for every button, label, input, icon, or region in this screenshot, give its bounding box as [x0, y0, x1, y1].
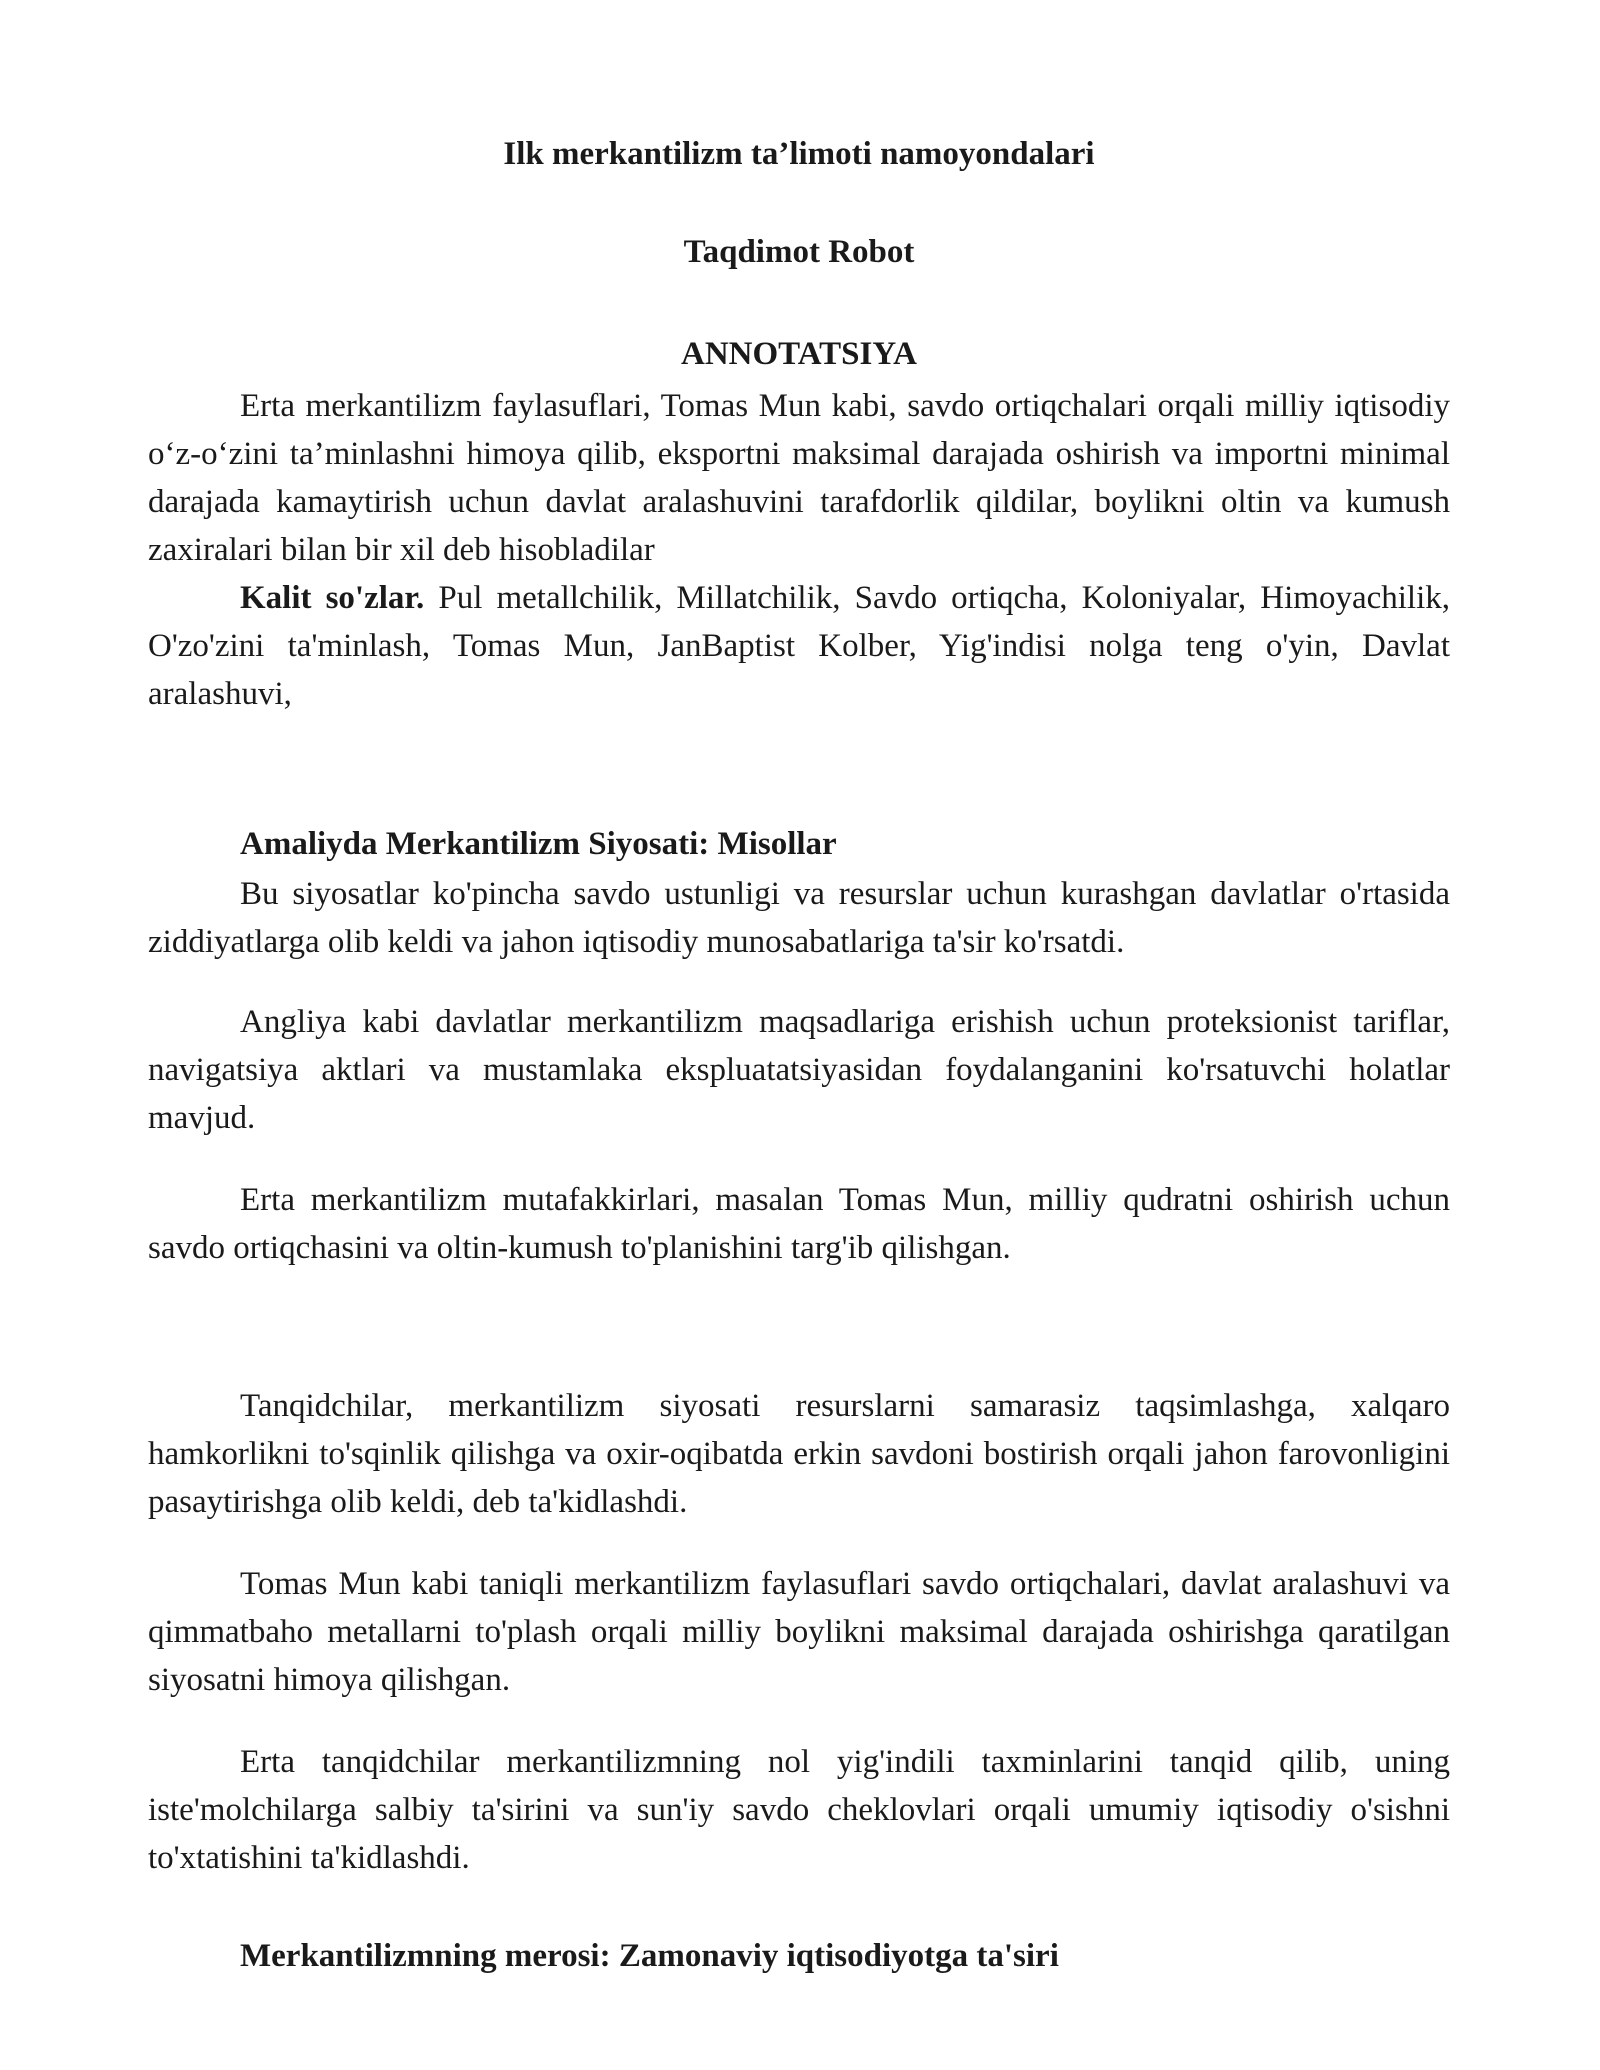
body-paragraph: Erta merkantilizm mutafakkirlari, masalan Tomas Mun, milliy qudratni oshirish uchun savdo ortiqchasini va oltin-kumush to'planishini targ'ib qilishgan.	[148, 1182, 1450, 1266]
document-title: Ilk merkantilizm ta’limoti namoyondalari	[503, 136, 1095, 172]
keywords-label: Kalit so'zlar.	[240, 580, 425, 616]
annotation-heading: ANNOTATSIYA	[681, 336, 917, 372]
body-paragraph: Angliya kabi davlatlar merkantilizm maqsadlariga erishish uchun proteksionist tariflar, navigatsiya aktlari va mustamlaka ekspluatatsiyasidan foydalanganini ko'rsatuvchi holatlar mavjud.	[148, 1004, 1450, 1136]
section-heading-legacy: Merkantilizmning merosi: Zamonaviy iqtisodiyotga ta'siri	[240, 1938, 1059, 1974]
body-paragraph: Bu siyosatlar ko'pincha savdo ustunligi va resurslar uchun kurashgan davlatlar o'rtasida ziddiyatlarga olib keldi va jahon iqtisodiy munosabatlariga ta'sir ko'rsatdi.	[148, 876, 1450, 960]
body-paragraph: Erta tanqidchilar merkantilizmning nol yig'indili taxminlarini tanqid qilib, uning iste'molchilarga salbiy ta'sirini va sun'iy savdo cheklovlari orqali umumiy iqtisodiy o'sishni to'xtatishini ta'kidlashdi.	[148, 1744, 1450, 1876]
body-paragraph: Tanqidchilar, merkantilizm siyosati resurslarni samarasiz taqsimlashga, xalqaro hamkorlikni to'sqinlik qilishga va oxir-oqibatda erkin savdoni bostirish orqali jahon farovonligini pasaytirishga olib keldi, deb ta'kidlashdi.	[148, 1388, 1450, 1520]
document-subtitle: Taqdimot Robot	[683, 234, 915, 270]
keywords-list: Pul metallchilik, Millatchilik, Savdo ortiqcha, Koloniyalar, Himoyachilik, O'zo'zini ta'minlash, Tomas Mun, JanBaptist Kolber, Yig'indisi nolga teng o'yin, Davlat aralashuvi,	[148, 580, 1450, 712]
annotation-paragraph: Erta merkantilizm faylasuflari, Tomas Mun kabi, savdo ortiqchalari orqali milliy iqtisodiy o‘z-o‘zini ta’minlashni himoya qilib, eksportni maksimal darajada oshirish va importni minimal darajada kamaytirish uchun davlat aralashuvini tarafdorlik qildilar, boylikni oltin va kumush zaxiralari bilan bir xil deb hisobladilar	[148, 388, 1450, 568]
document-page	[148, 0, 1450, 2070]
section-heading-policy-examples: Amaliyda Merkantilizm Siyosati: Misollar	[240, 826, 837, 862]
body-paragraph: Tomas Mun kabi taniqli merkantilizm faylasuflari savdo ortiqchalari, davlat aralashuvi va qimmatbaho metallarni to'plash orqali milliy boylikni maksimal darajada oshirishga qaratilgan siyosatni himoya qilishgan.	[148, 1566, 1450, 1698]
keywords-paragraph	[148, 574, 1450, 718]
